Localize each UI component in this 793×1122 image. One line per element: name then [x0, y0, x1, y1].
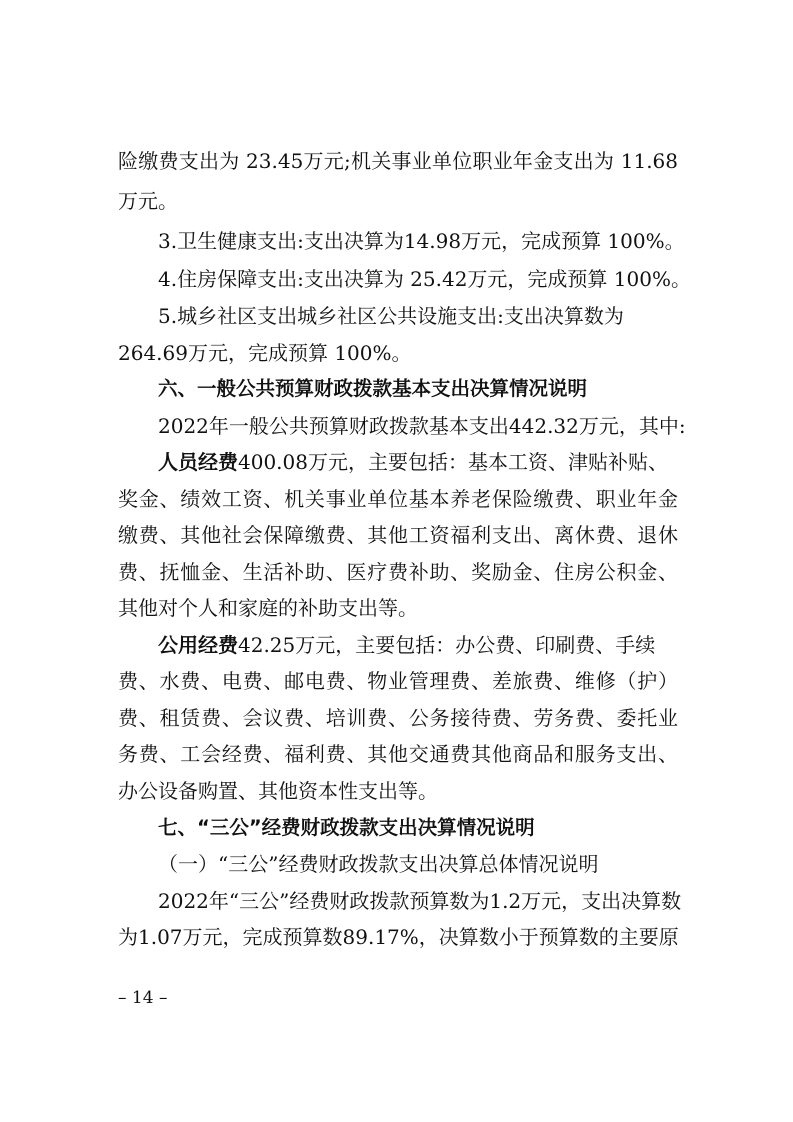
text-line: 万元。	[118, 189, 178, 213]
text-line: 为1.07万元，完成预算数89.17%，决算数小于预算数的主要原	[118, 925, 679, 949]
section-heading: 六、一般公共预算财政拨款基本支出决算情况说明	[158, 377, 588, 400]
text-line: 费、租赁费、会议费、培训费、公务接待费、劳务费、委托业	[118, 706, 678, 730]
text-span: 400.08万元，主要包括：基本工资、津贴补贴、	[238, 450, 668, 474]
section-heading: 七、“三公”经费财政拨款支出决算情况说明	[158, 816, 535, 839]
text-span: 42.25万元，主要包括：办公费、印刷费、手续	[238, 633, 656, 657]
text-line: 费、抚恤金、生活补助、医疗费补助、奖励金、住房公积金、	[118, 560, 678, 584]
text-line	[158, 629, 678, 661]
subsection-heading: （一）“三公”经费财政拨款支出决算总体情况说明	[158, 852, 599, 876]
text-line: 4.住房保障支出:支出决算为 25.42万元，完成预算 100%。	[158, 267, 691, 291]
text-line: 其他对个人和家庭的补助支出等。	[118, 596, 418, 620]
text-line: 3.卫生健康支出:支出决算为14.98万元，完成预算 100%。	[158, 229, 685, 253]
text-line: 费、水费、电费、邮电费、物业管理费、差旅费、维修（护）	[118, 669, 678, 693]
text-line: 办公设备购置、其他资本性支出等。	[118, 779, 438, 803]
text-line: 2022年“三公”经费财政拨款预算数为1.2万元，支出决算数	[158, 889, 682, 913]
bold-term: 人员经费	[158, 450, 238, 474]
text-line: 缴费、其他社会保障缴费、其他工资福利支出、离休费、退休	[118, 523, 678, 547]
text-line	[158, 446, 678, 478]
text-line: 险缴费支出为 23.45万元;机关事业单位职业年金支出为 11.68	[118, 149, 678, 173]
text-line: 264.69万元，完成预算 100%。	[118, 341, 412, 365]
bold-term: 公用经费	[158, 633, 238, 657]
text-line: 务费、工会经费、福利费、其他交通费其他商品和服务支出、	[118, 742, 678, 766]
text-line: 奖金、绩效工资、机关事业单位基本养老保险缴费、职业年金	[118, 487, 678, 511]
text-line: 2022年一般公共预算财政拨款基本支出442.32万元，其中:	[158, 414, 686, 438]
text-line: 5.城乡社区支出城乡社区公共设施支出:支出决算数为	[158, 304, 624, 328]
